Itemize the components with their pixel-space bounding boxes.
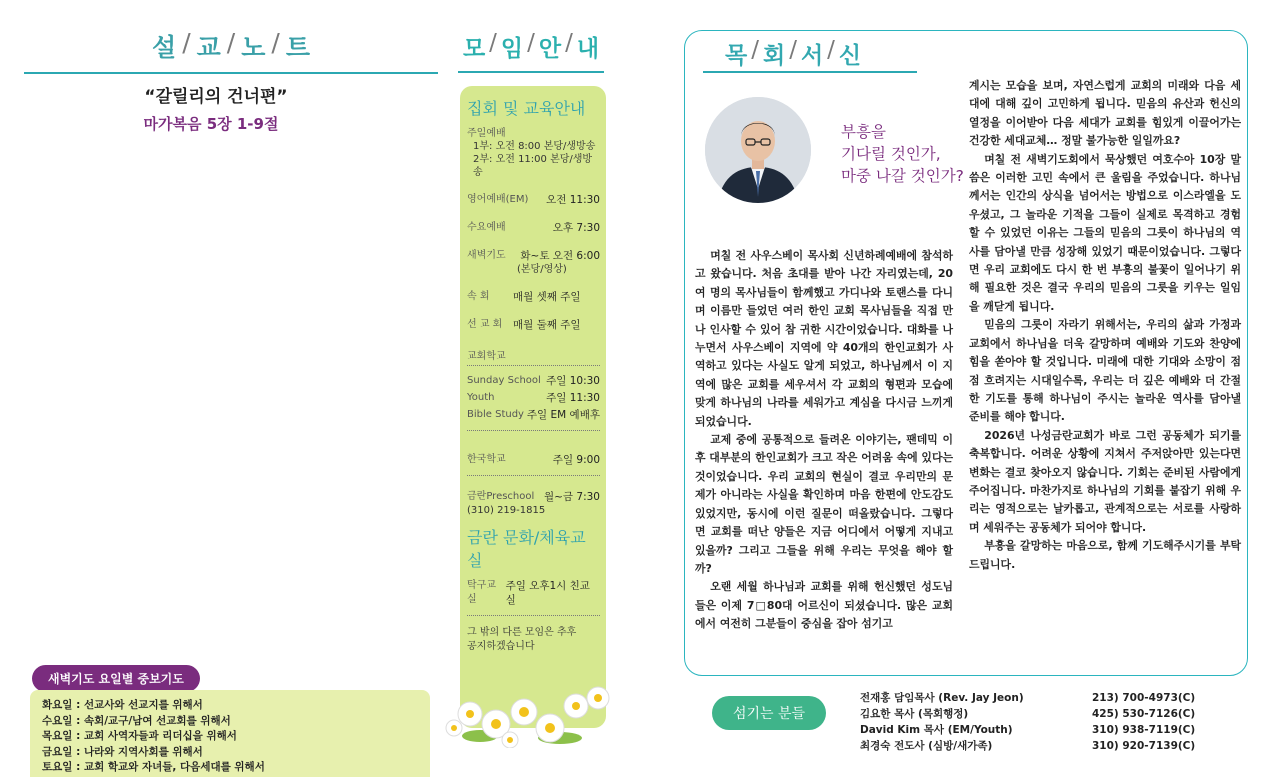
sunday-label: 주일예배 — [467, 128, 506, 139]
pastor-letter — [684, 30, 1248, 676]
prayer-item: 수요일 : 속회/교구/남여 선교회를 위해서 — [42, 714, 231, 727]
letter-title: 목 / 회 / 서 / 신 — [725, 37, 862, 69]
youth-row: Youth 주일 11:30 — [467, 392, 600, 404]
title-char: 안 — [538, 36, 562, 62]
letter-headline: 부흥을 기다릴 것인가, 마중 나갈 것인가? — [841, 123, 964, 185]
title-char: 교 — [196, 33, 221, 62]
staff-row: David Kim 목사 (EM/Youth) 310) 938-7119(C) — [860, 724, 1196, 736]
pingpong-row: 탁구교실 주일 오후1시 친교실 — [467, 580, 590, 606]
title-char: 노 — [241, 33, 266, 62]
bible-study-row: Bible Study 주일 EM 예배후 — [467, 409, 600, 421]
sermon-note-column — [24, 20, 438, 777]
prayer-item: 화요일 : 선교사와 선교지를 위해서 — [42, 699, 203, 711]
letter-body-right — [969, 77, 1241, 574]
section-heading: 집회 및 교육안내 — [467, 99, 586, 118]
serving-staff-badge: 섬기는 분들 — [712, 696, 826, 730]
wednesday-row: 수요예배 오후 7:30 — [467, 222, 600, 234]
meetings-column — [458, 30, 604, 770]
prayer-item: 금요일 : 나라와 지역사회를 위해서 — [42, 745, 203, 758]
sunday-service-2: 2부: 오전 11:00 본당/생방송 — [473, 154, 593, 178]
dawn-row: 새벽기도 화~토 오전 6:00 — [467, 250, 600, 262]
staff-row: 김요한 목사 (목회행정) 425) 530-7126(C) — [860, 708, 1196, 720]
letter-paragraph: 며칠 전 사우스베이 목사회 신년하례예배에 참석하고 왔습니다. 처음 초대를 받아 나간 자리였는데, 20여 명의 목사님들이 함께했고 가디나와 토랜스를 다니며 이름만 들었던 여러 한인 교회 목사님들을 직접 만나 인사할 수 있어 참 귀한 시간이었습니다. 대화를 나누면서 사우스베이 지역에 약 40개의 한인교회가 사역하고 있다는 사실도 알게 되었고, 하나님께서 이 지역에 많은 교회를 세우셔서 각 교회의 형편과 모습에 맞게 하나님의 나라를 세워가고 계심을 다시금 느끼게 되었습니다. — [695, 249, 953, 428]
pastor-portrait-icon — [705, 97, 811, 203]
other-meetings-2: 공지하겠습니다 — [467, 641, 535, 652]
prayer-list — [30, 690, 430, 777]
title-char: 임 — [500, 36, 524, 62]
sunday-school-row: Sunday School 주일 10:30 — [467, 375, 600, 387]
staff-row: 전재홍 담임목사 (Rev. Jay Jeon) 213) 700-4973(C) — [860, 692, 1196, 704]
preschool-phone: (310) 219-1815 — [467, 505, 546, 516]
title-char: 내 — [576, 36, 600, 62]
staff-row: 최경숙 전도사 (심방/새가족) 310) 920-7139(C) — [860, 740, 1196, 752]
school-label: 교회학교 — [467, 351, 506, 362]
letter-paragraph: 오랜 세월 하나님과 교회를 위해 헌신했던 성도님들은 이제 7□80대 어르신이 되셨습니다. 많은 교회에서 여전히 그분들이 중심을 잡아 섬기고 — [695, 580, 953, 631]
preschool-row: 금란Preschool 월~금 7:30 — [467, 491, 600, 503]
staff-list — [860, 690, 1220, 754]
letter-paragraph: 부흥을 갈망하는 마음으로, 함께 기도해주시기를 부탁드립니다. — [969, 539, 1241, 571]
divider — [458, 71, 604, 73]
sermon-title: “갈릴리의 건너편” — [144, 87, 288, 107]
sermon-note-title: 설 / 교 / 노 / 트 — [152, 28, 310, 62]
dawn-place: (본당/영상) — [517, 264, 567, 275]
title-char: 서 — [800, 43, 824, 69]
letter-paragraph: 믿음의 그릇이 자라기 위해서는, 우리의 삶과 가정과 교회에서 하나님을 더욱 갈망하며 예배와 기도와 찬양에 힘을 쏟아야 할 것입니다. 미래에 대한 기대와 소망이 점점 흐려지는 시대일수록, 우리는 더 깊은 예배와 더 간절한 기도를 통해 하나님이 주시는 놀라운 역사를 담아낼 준비를 해야 합니다. — [969, 318, 1241, 424]
letter-paragraph: 교제 중에 공통적으로 들려온 이야기는, 팬데믹 이후 대부분의 한인교회가 크고 작은 어려움 속에 있다는 것이었습니다. 우리 교회의 현실이 결코 우리만의 문제가 아니라는 사실을 확인하며 마음 한편에 안도감도 있었지만, 동시에 이런 질문이 떠올랐습니다. 그렇다면 교회를 떠난 양들은 지금 어디에서 어떻게 지내고 있을까? 그리고 그들을 위해 우리는 무엇을 해야 할까? — [695, 433, 953, 575]
prayer-item: 토요일 : 교회 학교와 자녀들, 다음세대를 위해서 — [42, 761, 265, 774]
mission-row: 선 교 회 매월 둘째 주일 — [467, 319, 581, 331]
em-row: 영어예배(EM) 오전 11:30 — [467, 194, 600, 206]
divider — [24, 72, 438, 74]
letter-paragraph: 2026년 나성금란교회가 바로 그런 공동체가 되기를 축복합니다. 어려운 상황에 지쳐서 주저앉아만 있는다면 변화는 결코 찾아오지 않습니다. 기회는 준비된 사람에게 주어집니다. 마찬가지로 하나님의 기회를 붙잡기 위해 우리는 영적으로는 날카롭고, 관계적으로는 서로를 사랑하며 세워주는 공동체가 되어야 합니다. — [969, 428, 1241, 534]
divider — [703, 71, 917, 73]
scripture-reference: 마가복음 5장 1-9절 — [143, 115, 279, 133]
letter-paragraph: 며칠 전 새벽기도회에서 묵상했던 여호수아 10장 말씀은 이러한 고민 속에서 큰 울림을 주었습니다. 하나님께서는 인간의 상식을 넘어서는 방법으로 이스라엘을 도우셨고, 그 놀라운 기적을 그들이 실제로 목격하고 경험할 수 있었던 이유는 그들의 믿음의 그릇이 하나님의 역사를 담아낼 만큼 성장해 있었기 때문이었습니다. 그렇다면 우리 교회에도 다시 한 번 부흥의 불꽃이 일어나기 위해 필요한 것은 결국 우리의 믿음의 그릇을 키우는 일임을 깨닫게 됩니다. — [969, 152, 1241, 313]
title-char: 목 — [725, 43, 748, 69]
daisy-decoration — [440, 684, 618, 748]
title-char: 신 — [838, 43, 862, 69]
title-char: 트 — [285, 33, 310, 62]
meetings-title: 모 / 임 / 안 / 내 — [462, 30, 600, 62]
title-char: 설 — [152, 33, 177, 62]
letter-body-left — [695, 247, 953, 634]
other-meetings-1: 그 밖의 다른 모임은 추후 — [467, 627, 577, 638]
sok-row: 속 회 매월 셋째 주일 — [467, 291, 581, 303]
pastor-photo — [705, 97, 811, 203]
prayer-item: 목요일 : 교회 사역자들과 리더십을 위해서 — [42, 730, 237, 743]
title-char: 모 — [462, 36, 486, 62]
letter-paragraph: 계시는 모습을 보며, 자연스럽게 교회의 미래와 다음 세대에 대해 깊이 고민하게 됩니다. 믿음의 유산과 헌신의 열정을 이어받아 다음 세대가 교회를 힘있게 이끌어가는 건강한 세대교체… 정말 불가능한 일일까요? — [969, 79, 1241, 148]
title-char: 회 — [762, 43, 786, 69]
section-heading: 금란 문화/체육교실 — [467, 528, 586, 570]
prayer-tag: 새벽기도 요일별 중보기도 — [32, 665, 200, 692]
korean-school-row: 한국학교 주일 9:00 — [467, 454, 600, 466]
meetings-info-box — [460, 86, 606, 728]
sunday-service-1: 1부: 오전 8:00 본당/생방송 — [473, 141, 596, 152]
